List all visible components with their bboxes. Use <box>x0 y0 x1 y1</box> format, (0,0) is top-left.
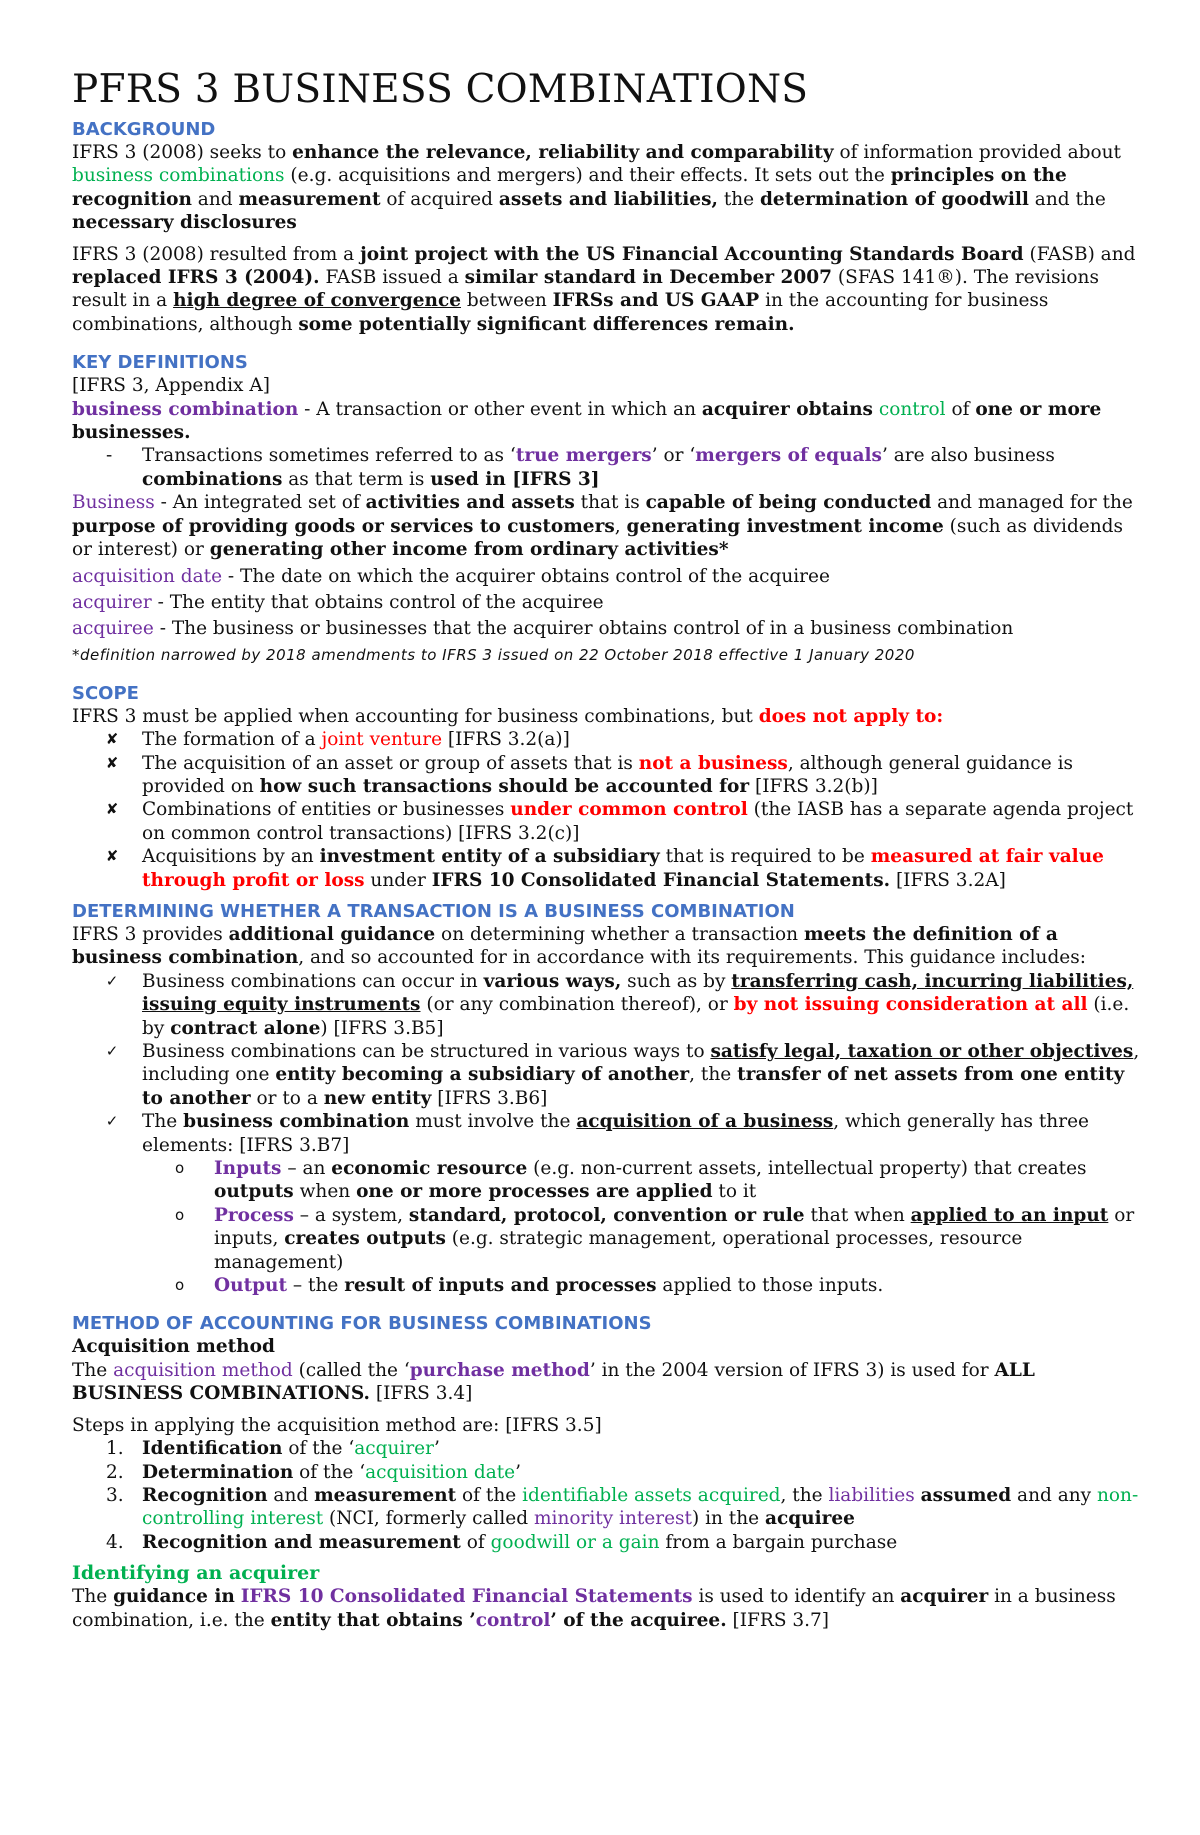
cross-mark-icon: ✘ <box>105 753 119 772</box>
definition-note-list <box>72 444 1140 491</box>
background-paragraph-2: IFRS 3 (2008) resulted from a joint project with the US Financial Accounting Standards Board (FASB) and replaced IFRS 3 (2004). FASB issued a similar standard in December 2007 (SFAS 141®). The revisions result in a high degree of convergence between IFRSs and US GAAP in the accounting for business combinations, although some potentially significant differences remain. <box>72 243 1136 335</box>
list-item: 3. Recognition and measurement of the identifiable assets acquired, the liabilities assumed and any non-controlling interest (NCI, formerly called minority interest) in the acquiree <box>106 1484 1139 1530</box>
section-heading-determining: DETERMINING WHETHER A TRANSACTION IS A BUSINESS COMBINATION <box>72 900 795 922</box>
circle-bullet-icon: o <box>175 1159 185 1178</box>
acquisition-steps-list <box>72 1437 1140 1554</box>
definition-acquisition-date: acquisition date - The date on which the acquirer obtains control of the acquiree <box>72 565 830 587</box>
list-item: ✘ The formation of a joint venture [IFRS 3.2(a)] <box>72 728 1140 751</box>
definition-business: Business - An integrated set of activities and assets that is capable of being conducted and managed for the purpose of providing goods or services to customers, generating investment income (such as dividends or interest) or generating other income from ordinary activities* <box>72 492 1133 561</box>
list-item: o Inputs – an economic resource (e.g. non-current assets, intellectual property) that creates outputs when one or more processes are applied to it <box>175 1158 1087 1203</box>
page-title: PFRS 3 BUSINESS COMBINATIONS <box>72 67 809 112</box>
steps-intro: Steps in applying the acquisition method are: [IFRS 3.5] <box>72 1414 602 1436</box>
definition-acquiree: acquiree - The business or businesses that the acquirer obtains control of in a business combination <box>72 618 1014 640</box>
identifying-paragraph: The guidance in IFRS 10 Consolidated Financial Statements is used to identify an acquirer in a business combination, i.e. the entity that obtains ’control’ of the acquiree. [IFRS 3.7] <box>72 1586 1116 1631</box>
check-mark-icon: ✓ <box>105 971 119 990</box>
check-mark-icon: ✓ <box>105 1112 119 1131</box>
list-item: ✓ Business combinations can occur in various ways, such as by transferring cash, incurring liabilities, issuing equity instruments (or any combination thereof), or by not issuing consideration at all (i.e. by contract alone) [IFRS 3.B5] <box>72 970 1140 1040</box>
list-item: ✘ The acquisition of an asset or group of assets that is not a business, although general guidance is provided on how such transactions should be accounted for [IFRS 3.2(b)] <box>72 752 1140 799</box>
background-paragraph-1: IFRS 3 (2008) seeks to enhance the relevance, reliability and comparability of information provided about business combinations (e.g. acquisitions and mergers) and their effects. It sets out the principles on the recognition and measurement of acquired assets and liabilities, the determination of goodwill and the necessary disclosures <box>72 142 1121 234</box>
cross-mark-icon: ✘ <box>105 730 119 749</box>
list-item: 4. Recognition and measurement of goodwill or a gain from a bargain purchase <box>106 1531 898 1553</box>
list-item: ✓ The business combination must involve the acquisition of a business, which generally has three elements: [IFRS 3.B7] <box>72 1110 1140 1157</box>
definition-footnote: *definition narrowed by 2018 amendments to IFRS 3 issued on 22 October 2018 effective 1 January 2020 <box>72 645 915 664</box>
circle-bullet-icon: o <box>175 1205 185 1224</box>
subheading-acquisition-method: Acquisition method <box>72 1336 275 1358</box>
list-item: - Transactions sometimes referred to as ‘true mergers’ or ‘mergers of equals’ are also business combinations as that term is used in [IFRS 3] <box>72 444 1140 491</box>
section-heading-key-definitions: KEY DEFINITIONS <box>72 352 248 374</box>
section-heading-method: METHOD OF ACCOUNTING FOR BUSINESS COMBINATIONS <box>72 1313 652 1335</box>
list-item: o Output – the result of inputs and processes applied to those inputs. <box>175 1275 884 1297</box>
determining-guidance-list <box>72 970 1140 1157</box>
list-item: 2. Determination of the ‘acquisition date’ <box>106 1461 521 1483</box>
list-item: ✘ Combinations of entities or businesses under common control (the IASB has a separate agenda project on common control transactions) [IFRS 3.2(c)] <box>72 798 1140 845</box>
definition-business-combination: business combination - A transaction or other event in which an acquirer obtains control of one or more businesses. <box>72 398 1102 444</box>
list-item: o Process – a system, standard, protocol, convention or rule that when applied to an input or inputs, creates outputs (e.g. strategic management, operational processes, resource management) <box>175 1204 1135 1273</box>
list-item: 1. Identification of the ‘acquirer’ <box>106 1438 440 1460</box>
scope-exclusion-list <box>72 728 1140 892</box>
subheading-identifying-acquirer: Identifying an acquirer <box>72 1562 320 1585</box>
cross-mark-icon: ✘ <box>105 847 119 866</box>
list-item: ✓ Business combinations can be structured in various ways to satisfy legal, taxation or other objectives, including one entity becoming a subsidiary of another, the transfer of net assets from one entity to another or to a new entity [IFRS 3.B6] <box>72 1040 1140 1110</box>
method-paragraph: The acquisition method (called the ‘purchase method’ in the 2004 version of IFRS 3) is used for ALL BUSINESS COMBINATIONS. [IFRS 3.4] <box>72 1359 1035 1405</box>
circle-bullet-icon: o <box>175 1276 185 1295</box>
check-mark-icon: ✓ <box>105 1042 119 1060</box>
determining-intro: IFRS 3 provides additional guidance on determining whether a transaction meets the definition of a business combination, and so accounted for in accordance with its requirements. This guidance includes: <box>72 923 1086 969</box>
definitions-reference: [IFRS 3, Appendix A] <box>72 375 270 397</box>
definition-acquirer: acquirer - The entity that obtains control of the acquiree <box>72 591 604 613</box>
section-heading-scope: SCOPE <box>72 682 139 704</box>
business-elements-list <box>72 1157 1140 1297</box>
list-item: ✘ Acquisitions by an investment entity of a subsidiary that is required to be measured at fair value through profit or loss under IFRS 10 Consolidated Financial Statements. [IFRS 3.2A] <box>72 845 1140 892</box>
cross-mark-icon: ✘ <box>105 800 119 819</box>
section-heading-background: BACKGROUND <box>72 119 216 140</box>
scope-intro: IFRS 3 must be applied when accounting for business combinations, but does not apply to: <box>72 705 944 727</box>
